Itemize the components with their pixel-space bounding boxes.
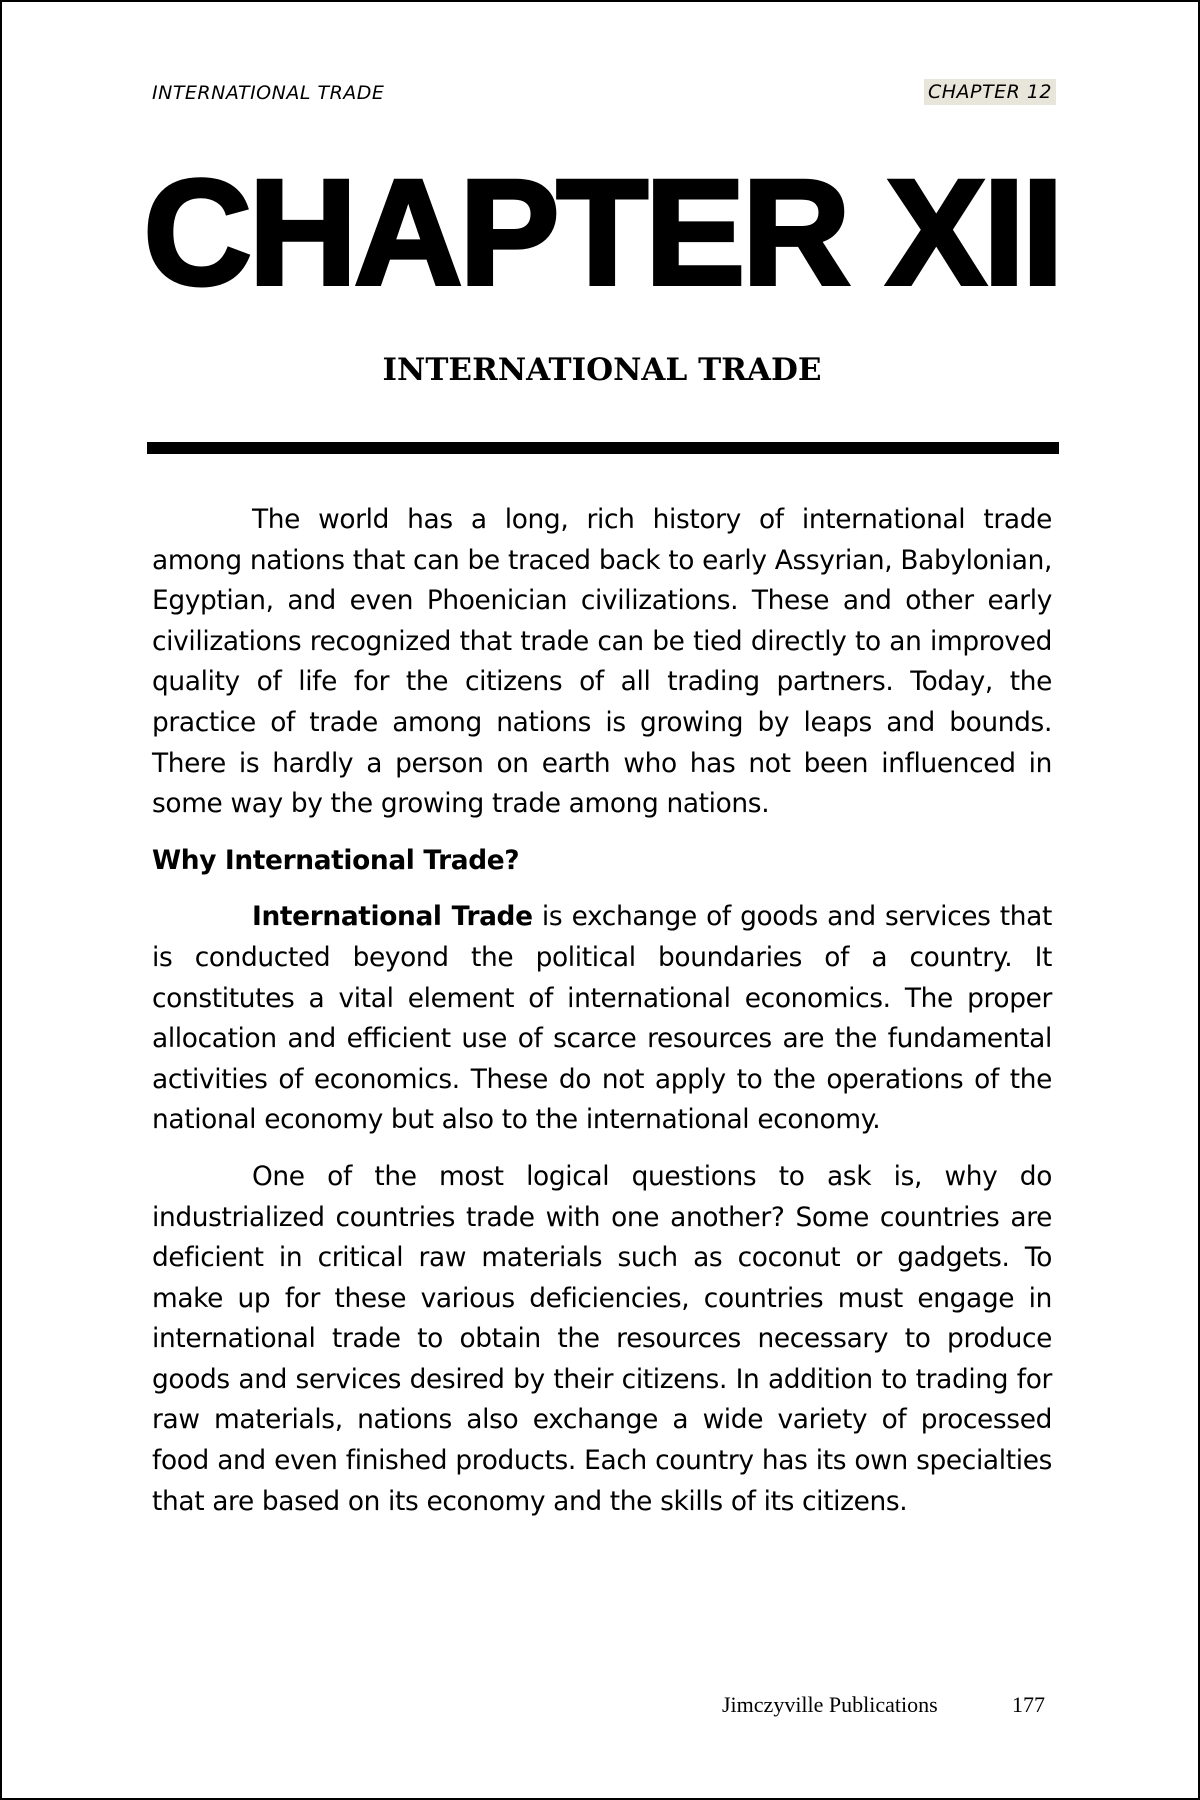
definition-term: International Trade [252,901,533,933]
title-divider [147,442,1059,454]
chapter-title: INTERNATIONAL TRADE [382,352,822,388]
questions-paragraph: One of the most logical questions to ask is, why do industrialized countries trade with one another? Some countries are deficient in critical raw materials such as coconut or gadgets. To make up for these various deficiencies, countries must engage in international trade to obtain the resources necessary to produce goods and services desired by their citizens. In addition to trading for raw materials, nations also exchange a wide variety of processed food and even finished products. Each country has its own specialties that are based on its economy and the skills of its citizens. [152,1160,1052,1517]
page-number: 177 [1012,1692,1045,1717]
definition-text: is exchange of goods and services that is conducted beyond the political boundaries of a country. It constitutes a vital element of international economics. The proper allocation and efficient use of scarce resources are the fundamental activities of economics. These do not apply to the operations of the national economy but also to the international economy. [152,901,1052,1136]
running-header-title: INTERNATIONAL TRADE [152,82,385,104]
running-header-chapter: CHAPTER 12 [924,79,1056,105]
chapter-body [152,500,1052,1538]
intro-paragraph: The world has a long, rich history of international trade among nations that can be traced back to early Assyrian, Babylonian, Egyptian, and even Phoenician civilizations. These and other early civilizations recognized that trade can be tied directly to an improved quality of life for the citizens of all trading partners. Today, the practice of trade among nations is growing by leaps and bounds. There is hardly a person on earth who has not been influenced in some way by the growing trade among nations. [152,504,1052,820]
definition-paragraph [152,897,1052,1141]
section-heading: Why International Trade? [152,844,520,876]
footer-publisher: Jimczyville Publications [722,1692,938,1717]
chapter-heading: CHAPTER XII [143,148,1061,316]
